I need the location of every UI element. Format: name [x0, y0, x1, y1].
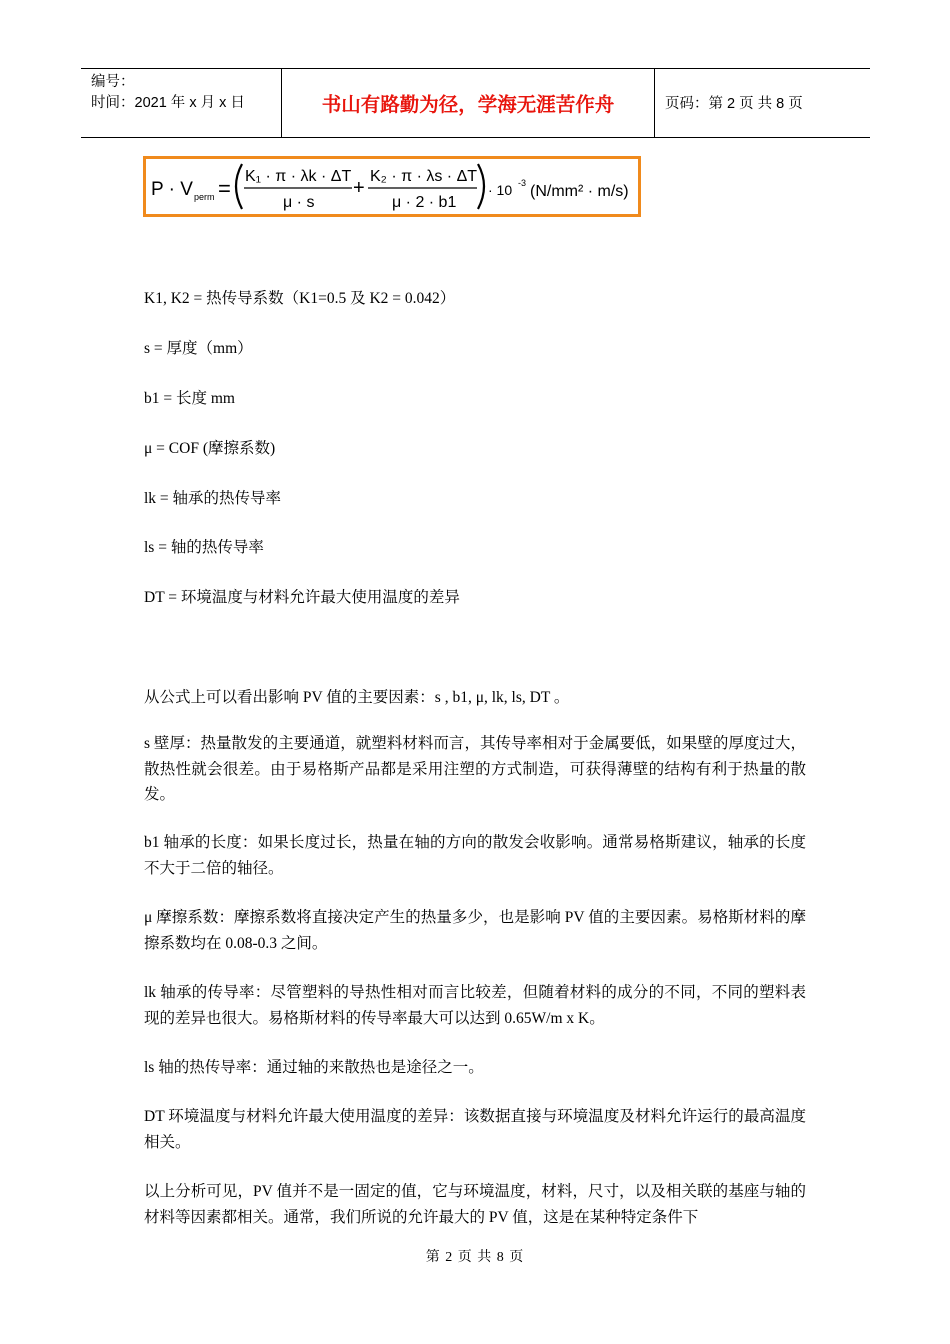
formula-left-paren	[236, 164, 242, 209]
document-number-label: 编号：	[91, 74, 135, 90]
definition-s: s = 厚度（mm）	[144, 340, 253, 357]
page-footer: 第 2 页 共 8 页	[425, 1250, 525, 1265]
definition-mu: μ = COF (摩擦系数)	[144, 440, 276, 457]
paragraph-wall-thickness: s 壁厚：热量散发的主要通道，就塑料材料而言，其传导率相对于金属要低，如果壁的厚度过大，散热性就会很差。由于易格斯产品都是采用注塑的方式制造，可获得薄壁的结构有利于热量的散发。	[144, 735, 806, 803]
formula-lhs: P · V	[151, 179, 193, 200]
document-date: 时间：2021 年 x 月 x 日	[91, 95, 245, 111]
header-motto: 书山有路勤为径，学海无涯苦作舟	[321, 93, 615, 116]
pv-formula	[146, 159, 638, 214]
header-page-info: 页码：第 2 页 共 8 页	[665, 96, 803, 112]
factors-summary: 从公式上可以看出影响 PV 值的主要因素：s , b1, μ, lk, ls, DT 。	[144, 689, 570, 706]
header-divider	[654, 69, 655, 137]
formula-lhs-subscript: perm	[194, 192, 215, 202]
formula-denominator-2: μ · 2 · b1	[392, 194, 457, 211]
formula-numerator-2: K₂ · π · λs · ΔT	[370, 168, 478, 185]
formula-exponent: -3	[518, 178, 527, 188]
paragraph-bearing-length: b1 轴承的长度：如果长度过长，热量在轴的方向的散发会收影响。通常易格斯建议，轴承的长度不大于二倍的轴径。	[144, 834, 806, 877]
formula-equals: =	[218, 176, 231, 201]
paragraph-temperature-difference: DT 环境温度与材料允许最大使用温度的差异：该数据直接与环境温度及材料允许运行的最高温度相关。	[144, 1108, 806, 1151]
definition-k1-k2: K1, K2 = 热传导系数（K1=0.5 及 K2 = 0.042）	[144, 290, 456, 307]
formula-factor: · 10	[488, 182, 513, 198]
paragraph-shaft-conductivity: ls 轴的热传导率：通过轴的来散热也是途径之一。	[144, 1059, 484, 1076]
paragraph-friction: μ 摩擦系数：摩擦系数将直接决定产生的热量多少，也是影响 PV 值的主要因素。易格斯材料的摩擦系数均在 0.08-0.3 之间。	[144, 909, 806, 952]
paragraph-bearing-conductivity: lk 轴承的传导率：尽管塑料的导热性相对而言比较差，但随着材料的成分的不同，不同的塑料表现的差异也很大。易格斯材料的传导率最大可以达到 0.65W/m x K。	[144, 984, 806, 1027]
definition-dt: DT = 环境温度与材料允许最大使用温度的差异	[144, 589, 460, 606]
definition-ls: ls = 轴的热传导率	[144, 539, 264, 556]
formula-right-paren	[478, 164, 484, 209]
formula-unit: (N/mm² · m/s)	[530, 183, 629, 200]
definition-b1: b1 = 长度 mm	[144, 390, 235, 407]
formula-denominator-1: μ · s	[283, 194, 315, 211]
formula-numerator-1: K₁ · π · λk · ΔT	[245, 168, 352, 185]
formula-plus: +	[353, 177, 365, 199]
page-header	[81, 68, 870, 138]
definition-lk: lk = 轴承的热传导率	[144, 490, 282, 507]
pv-formula-box	[143, 156, 641, 217]
header-left-cell	[91, 72, 245, 114]
paragraph-conclusion: 以上分析可见，PV 值并不是一固定的值，它与环境温度，材料，尺寸，以及相关联的基座与轴的材料等因素都相关。通常，我们所说的允许最大的 PV 值，这是在某种特定条件下	[144, 1183, 806, 1226]
